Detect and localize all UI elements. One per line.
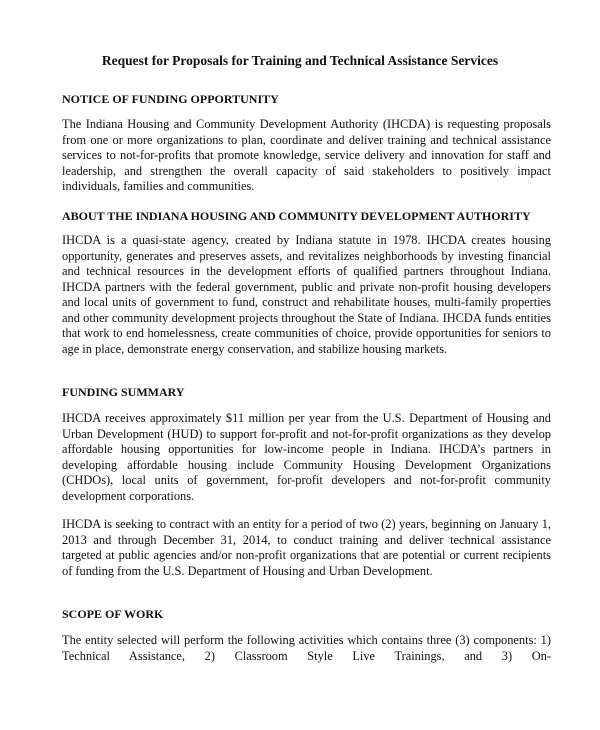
section-heading-scope: SCOPE OF WORK: [62, 607, 164, 621]
paragraph-funding-2: IHCDA is seeking to contract with an entity for a period of two (2) years, beginning on January 1, 2013 and through December 31, 2014, to conduct training and deliver technical assistance targeted at public agencies and/or non-profit organizations that are potential or current recipients of funding from the U.S. Department of Housing and Urban Development.: [62, 517, 551, 578]
paragraph-scope: The entity selected will perform the following activities which contains three (3) components: 1) Technical Assistance, 2) Classroom Style Live Trainings, and 3) On-: [62, 633, 551, 663]
document-title: Request for Proposals for Training and Technical Assistance Services: [101, 53, 499, 68]
section-heading-funding: FUNDING SUMMARY: [62, 385, 185, 399]
section-heading-about: ABOUT THE INDIANA HOUSING AND COMMUNITY DEVELOPMENT AUTHORITY: [62, 209, 531, 223]
section-heading-notice: NOTICE OF FUNDING OPPORTUNITY: [62, 92, 279, 106]
paragraph-funding-1: IHCDA receives approximately $11 million per year from the U.S. Department of Housing and Urban Development (HUD) to support for-profit and not-for-profit organizations as they develop affordable housing opportunities for low-income people in Indiana. IHCDA’s partners in developing affordable housing include Community Housing Development Organizations (CHDOs), local units of government, for-profit developers and not-for-profit community development corporations.: [62, 411, 551, 503]
paragraph-about: IHCDA is a quasi-state agency, created by Indiana statute in 1978. IHCDA creates housing opportunity, generates and preserves assets, and revitalizes neighborhoods by investing financial and technical resources in the development efforts of qualified partners throughout Indiana. IHCDA partners with the federal government, public and private non-profit housing developers and local units of government to fund, construct and rehabilitate houses, multi-family properties and other community development projects throughout the State of Indiana. IHCDA funds entities that work to end homelessness, create communities of choice, provide opportunities for seniors to age in place, demonstrate energy conservation, and stabilize housing markets.: [62, 233, 551, 356]
paragraph-notice: The Indiana Housing and Community Development Authority (IHCDA) is requesting proposals from one or more organizations to plan, coordinate and deliver training and technical assistance services to not-for-profits that promote knowledge, service delivery and innovation for staff and leadership, and strengthen the overall capacity of said stakeholders to positively impact individuals, families and communities.: [62, 117, 551, 193]
